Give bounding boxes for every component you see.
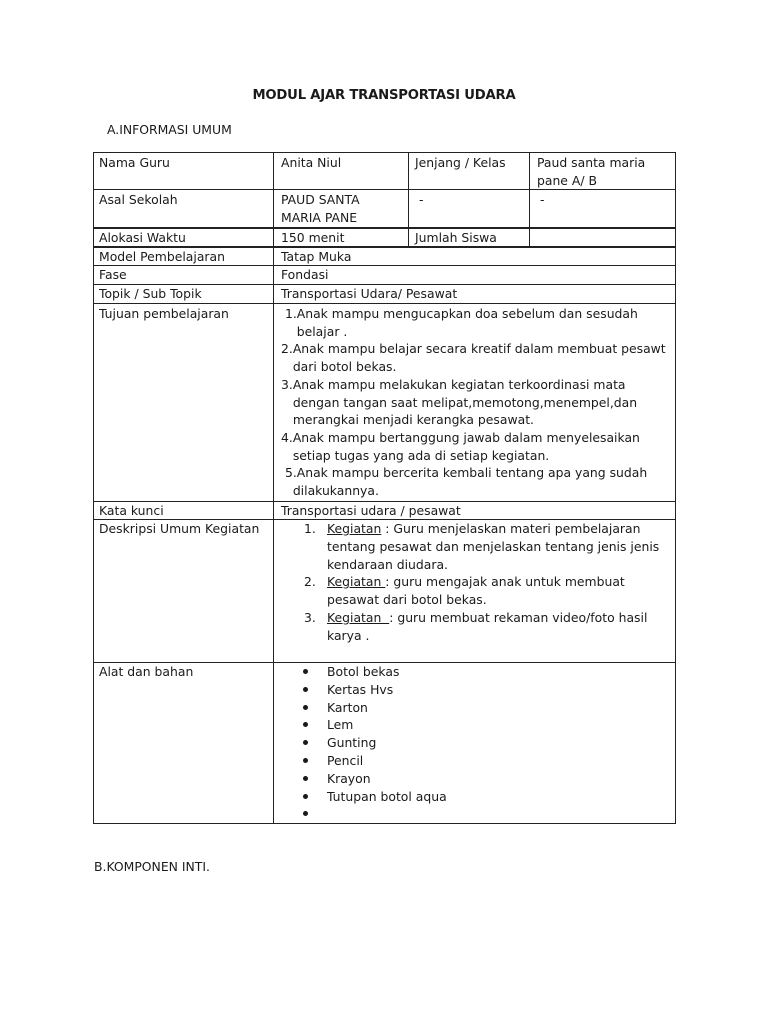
section-a-heading: A.INFORMASI UMUM: [107, 122, 232, 137]
value-asal-sekolah-1: PAUD SANTA: [281, 192, 360, 207]
table-border: [408, 152, 409, 247]
label-model-pembelajaran: Model Pembelajaran: [99, 249, 225, 264]
deskripsi-number: 2.: [304, 574, 316, 589]
deskripsi-continuation: tentang pesawat dan menjelaskan tentang jenis jenis: [327, 539, 660, 554]
alat-item: Karton: [327, 699, 368, 715]
tujuan-line: 5.Anak mampu bercerita kembali tentang apa yang sudah: [281, 465, 648, 481]
deskripsi-line: [327, 573, 625, 591]
table-border: [93, 152, 676, 153]
alat-item: Botol bekas: [327, 664, 400, 679]
value-asal-col3: -: [419, 192, 424, 207]
tujuan-line: merangkai menjadi kerangka pesawat.: [281, 412, 534, 428]
tujuan-line: belajar .: [281, 323, 348, 339]
deskripsi-continuation: pesawat dari botol bekas.: [327, 592, 487, 607]
deskripsi-continuation: kendaraan diudara.: [327, 557, 448, 572]
kegiatan-label: Kegiatan: [327, 521, 382, 536]
tujuan-line: setiap tugas yang ada di setiap kegiatan.: [281, 447, 550, 463]
tujuan-line: 3.Anak mampu melakukan kegiatan terkoordinasi mata: [281, 376, 626, 392]
bullet-icon: [303, 687, 308, 692]
document-title: MODUL AJAR TRANSPORTASI UDARA: [252, 88, 516, 103]
table-border: [675, 152, 676, 824]
alat-item: Kertas Hvs: [327, 681, 394, 697]
alat-item: Tutupan botol aqua: [327, 788, 447, 804]
bullet-icon: [303, 811, 308, 816]
bullet-icon: [303, 722, 308, 727]
alat-item: Pencil: [327, 753, 364, 768]
value-nama-guru: Anita Niul: [281, 155, 342, 170]
table-border: [273, 152, 274, 824]
deskripsi-text: : guru membuat rekaman video/foto hasil: [389, 610, 648, 625]
alat-item: Lem: [327, 717, 354, 733]
deskripsi-continuation: karya .: [327, 628, 370, 643]
bullet-icon: [303, 669, 308, 674]
value-topik: Transportasi Udara/ Pesawat: [281, 286, 458, 301]
label-topik: Topik / Sub Topik: [99, 286, 202, 301]
tujuan-line: 1.Anak mampu mengucapkan doa sebelum dan sesudah: [281, 306, 638, 321]
tujuan-line: dari botol bekas.: [281, 359, 397, 375]
table-border: [93, 303, 676, 304]
deskripsi-line: [327, 609, 647, 627]
label-fase: Fase: [99, 267, 127, 282]
label-kata-kunci: Kata kunci: [99, 503, 164, 518]
bullet-icon: [303, 758, 308, 763]
value-alokasi-waktu: 150 menit: [281, 230, 345, 245]
bullet-icon: [303, 776, 308, 781]
label-asal-sekolah: Asal Sekolah: [99, 192, 178, 207]
label-jenjang: Jenjang / Kelas: [415, 155, 506, 170]
value-kata-kunci: Transportasi udara / pesawat: [281, 503, 461, 518]
table-border: [93, 152, 94, 824]
value-jenjang-2: pane A/ B: [537, 173, 597, 188]
deskripsi-number: 3.: [304, 610, 316, 625]
bullet-icon: [303, 740, 308, 745]
alat-item: Gunting: [327, 735, 377, 751]
section-b-heading: B.KOMPONEN INTI.: [94, 859, 210, 874]
label-alat-bahan: Alat dan bahan: [99, 664, 194, 679]
value-model-pembelajaran: Tatap Muka: [281, 249, 352, 264]
tujuan-line: 2.Anak mampu belajar secara kreatif dalam membuat pesawt: [281, 341, 666, 357]
kegiatan-label: Kegiatan: [327, 610, 390, 625]
value-asal-sekolah-2: MARIA PANE: [281, 210, 358, 225]
label-nama-guru: Nama Guru: [99, 155, 170, 170]
table-border: [93, 823, 676, 824]
kegiatan-label: Kegiatan: [327, 574, 386, 589]
label-jumlah-siswa: Jumlah Siswa: [415, 230, 497, 245]
label-deskripsi: Deskripsi Umum Kegiatan: [99, 521, 260, 536]
alat-item: Krayon: [327, 770, 371, 786]
tujuan-line: dengan tangan saat melipat,memotong,menempel,dan: [281, 394, 638, 410]
value-jenjang-1: Paud santa maria: [537, 155, 646, 170]
deskripsi-number: 1.: [304, 521, 316, 536]
value-asal-col4: -: [540, 192, 545, 207]
deskripsi-line: [327, 520, 640, 538]
table-border: [529, 152, 530, 247]
tujuan-line: 4.Anak mampu bertanggung jawab dalam menyelesaikan: [281, 429, 640, 445]
label-tujuan: Tujuan pembelajaran: [99, 306, 229, 321]
tujuan-line: dilakukannya.: [281, 483, 379, 498]
value-fase: Fondasi: [281, 267, 329, 282]
label-alokasi-waktu: Alokasi Waktu: [99, 230, 186, 245]
deskripsi-text: : guru mengajak anak untuk membuat: [385, 574, 625, 589]
bullet-icon: [303, 705, 308, 710]
deskripsi-text: : Guru menjelaskan materi pembelajaran: [381, 521, 641, 536]
bullet-icon: [303, 794, 308, 799]
